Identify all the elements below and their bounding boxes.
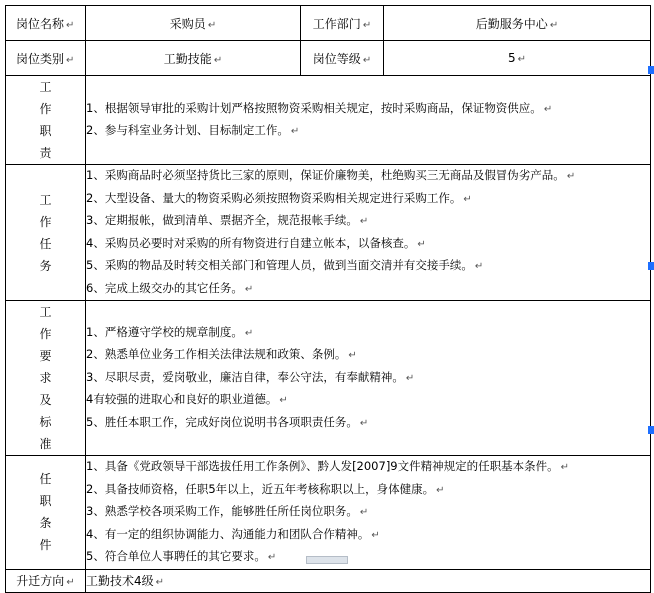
job-description-table xyxy=(5,5,651,593)
list-item-text: 2、具备技师资格，任职5年以上，近五年考核称职以上，身体健康。 xyxy=(86,481,435,496)
section-name-char: 作 xyxy=(39,214,52,229)
position-name-label: 岗位名称 xyxy=(16,16,65,31)
job-description-document xyxy=(5,5,650,588)
list-item-text: 3、尽职尽责，爱岗敬业，廉洁自律，奉公守法，有奉献精神。 xyxy=(86,369,404,384)
header-row-2 xyxy=(6,41,651,76)
section-name-char: 工 xyxy=(39,80,52,94)
row-resize-marker[interactable] xyxy=(648,262,654,270)
department-value-cell xyxy=(384,6,651,41)
list-item-text: 1、具备《党政领导干部选拔任用工作条例》、黔人发[2007]9文件精神规定的任职基本条件。 xyxy=(86,459,559,473)
list-item xyxy=(86,210,650,233)
list-item xyxy=(86,120,650,143)
list-item xyxy=(86,344,650,367)
list-item-text: 5、符合单位人事聘任的其它要求。 xyxy=(86,549,266,563)
section-name-char: 工 xyxy=(39,305,52,319)
list-item xyxy=(86,367,650,390)
list-item xyxy=(86,255,650,278)
table-bottom-handle[interactable] xyxy=(306,556,348,564)
section-content-tasks xyxy=(86,165,651,301)
section-name-tasks xyxy=(6,165,86,301)
paragraph-mark: ↵ xyxy=(436,484,445,496)
list-item-text: 1、严格遵守学校的规章制度。 xyxy=(86,324,243,339)
paragraph-mark: ↵ xyxy=(244,327,254,339)
paragraph-mark: ↵ xyxy=(66,577,75,588)
list-item xyxy=(86,412,650,435)
section-row-qualifications xyxy=(6,456,651,570)
paragraph-mark: ↵ xyxy=(267,552,277,563)
position-name-value-cell xyxy=(86,6,301,41)
category-label: 岗位类别 xyxy=(16,51,65,66)
section-row-duties xyxy=(6,76,651,165)
paragraph-mark: ↵ xyxy=(560,462,570,473)
list-item-text: 3、定期报帐，做到清单、票据齐全，规范报帐手续。 xyxy=(86,213,358,227)
section-name-char: 任 xyxy=(39,472,52,487)
section-name-char: 职 xyxy=(39,124,52,138)
section-name-char: 工 xyxy=(39,192,52,207)
department-label: 工作部门 xyxy=(312,16,361,31)
paragraph-mark: ↵ xyxy=(359,417,369,429)
section-name-char: 条 xyxy=(39,516,52,531)
paragraph-mark: ↵ xyxy=(543,103,553,115)
section-content-duties xyxy=(86,76,651,165)
list-item xyxy=(86,188,650,211)
list-item xyxy=(86,501,650,524)
section-name-char: 务 xyxy=(39,258,52,273)
list-item xyxy=(86,456,650,479)
promotion-label-cell xyxy=(6,569,86,592)
section-name-qualifications xyxy=(6,456,86,570)
paragraph-mark: ↵ xyxy=(517,54,527,65)
section-name-char: 任 xyxy=(39,236,52,251)
list-item-text: 4、采购员必要时对采购的所有物资进行自建立帐本，以备核查。 xyxy=(86,235,416,250)
header-row-1 xyxy=(6,6,651,41)
row-resize-marker[interactable] xyxy=(648,66,654,74)
row-resize-marker[interactable] xyxy=(648,426,654,434)
paragraph-mark: ↵ xyxy=(549,19,559,31)
promotion-value: 工勤技术4级 xyxy=(86,574,154,588)
list-item xyxy=(86,524,650,547)
list-item xyxy=(86,278,650,301)
list-item-text: 5、采购的物品及时转交相关部门和管理人员，做到当面交清并有交接手续。 xyxy=(86,258,473,272)
grade-value: 5 xyxy=(507,51,516,65)
section-content-requirements xyxy=(86,301,651,456)
section-name-char: 职 xyxy=(39,494,52,509)
section-name-char: 作 xyxy=(39,327,52,341)
paragraph-mark: ↵ xyxy=(290,126,300,137)
list-item-text: 4、有一定的组织协调能力、沟通能力和团队合作精神。 xyxy=(86,526,370,541)
list-item-text: 1、采购商品时必须坚持货比三家的原则，保证价廉物美，杜绝购买三无商品及假冒伪劣产品。 xyxy=(86,168,565,182)
promotion-value-cell xyxy=(86,569,651,592)
position-name-label-cell xyxy=(6,6,86,41)
paragraph-mark: ↵ xyxy=(474,261,484,272)
category-value-cell xyxy=(86,41,301,76)
paragraph-mark: ↵ xyxy=(359,507,369,518)
list-item xyxy=(86,233,650,256)
promotion-label: 升迁方向 xyxy=(16,574,65,588)
paragraph-mark: ↵ xyxy=(66,19,75,31)
category-label-cell xyxy=(6,41,86,76)
paragraph-mark: ↵ xyxy=(348,350,357,362)
list-item xyxy=(86,546,650,569)
paragraph-mark: ↵ xyxy=(566,171,576,182)
list-item-text: 4有较强的进取心和良好的职业道德。 xyxy=(86,392,278,407)
category-value: 工勤技能 xyxy=(163,51,212,66)
section-name-char: 件 xyxy=(39,538,52,553)
grade-label-cell xyxy=(301,41,384,76)
paragraph-mark: ↵ xyxy=(417,238,426,250)
section-name-char: 标 xyxy=(39,415,52,429)
list-item-text: 3、熟悉学校各项采购工作，能够胜任所任岗位职务。 xyxy=(86,504,358,518)
section-name-char: 及 xyxy=(39,393,52,407)
section-content-qualifications xyxy=(86,456,651,570)
grade-label: 岗位等级 xyxy=(312,51,361,66)
department-value: 后勤服务中心 xyxy=(475,16,548,31)
list-item-text: 2、参与科室业务计划、目标制定工作。 xyxy=(86,123,289,137)
list-item-text: 1、根据领导审批的采购计划严格按照物资采购相关规定，按时采购商品，保证物资供应。 xyxy=(86,100,542,115)
section-name-char: 责 xyxy=(39,146,52,160)
section-name-char: 要 xyxy=(39,349,52,363)
section-name-duties xyxy=(6,76,86,165)
paragraph-mark: ↵ xyxy=(66,54,75,66)
paragraph-mark: ↵ xyxy=(362,19,372,31)
grade-value-cell xyxy=(384,41,651,76)
list-item-text: 2、熟悉单位业务工作相关法律法规和政策、条例。 xyxy=(86,347,347,362)
paragraph-mark: ↵ xyxy=(359,216,369,227)
list-item xyxy=(86,389,650,412)
list-item xyxy=(86,479,650,502)
position-name-value: 采购员 xyxy=(169,16,206,31)
list-item xyxy=(86,165,650,188)
paragraph-mark: ↵ xyxy=(279,395,288,407)
section-name-char: 准 xyxy=(39,437,52,451)
list-item xyxy=(86,98,650,121)
section-row-tasks xyxy=(6,165,651,301)
section-name-requirements xyxy=(6,301,86,456)
paragraph-mark: ↵ xyxy=(244,283,254,295)
list-item-text: 2、大型设备、量大的物资采购必须按照物资采购相关规定进行采购工作。 xyxy=(86,190,462,205)
section-name-char: 作 xyxy=(39,102,52,116)
section-name-char: 求 xyxy=(39,371,52,385)
section-row-requirements xyxy=(6,301,651,456)
paragraph-mark: ↵ xyxy=(362,54,372,66)
paragraph-mark: ↵ xyxy=(207,19,217,31)
paragraph-mark: ↵ xyxy=(463,193,472,205)
promotion-row xyxy=(6,569,651,592)
paragraph-mark: ↵ xyxy=(213,54,223,66)
paragraph-mark: ↵ xyxy=(405,372,415,384)
list-item-text: 6、完成上级交办的其它任务。 xyxy=(86,280,243,295)
department-label-cell xyxy=(301,6,384,41)
list-item-text: 5、胜任本职工作，完成好岗位说明书各项职责任务。 xyxy=(86,414,358,429)
paragraph-mark: ↵ xyxy=(155,577,165,588)
paragraph-mark: ↵ xyxy=(371,529,380,541)
list-item xyxy=(86,322,650,345)
